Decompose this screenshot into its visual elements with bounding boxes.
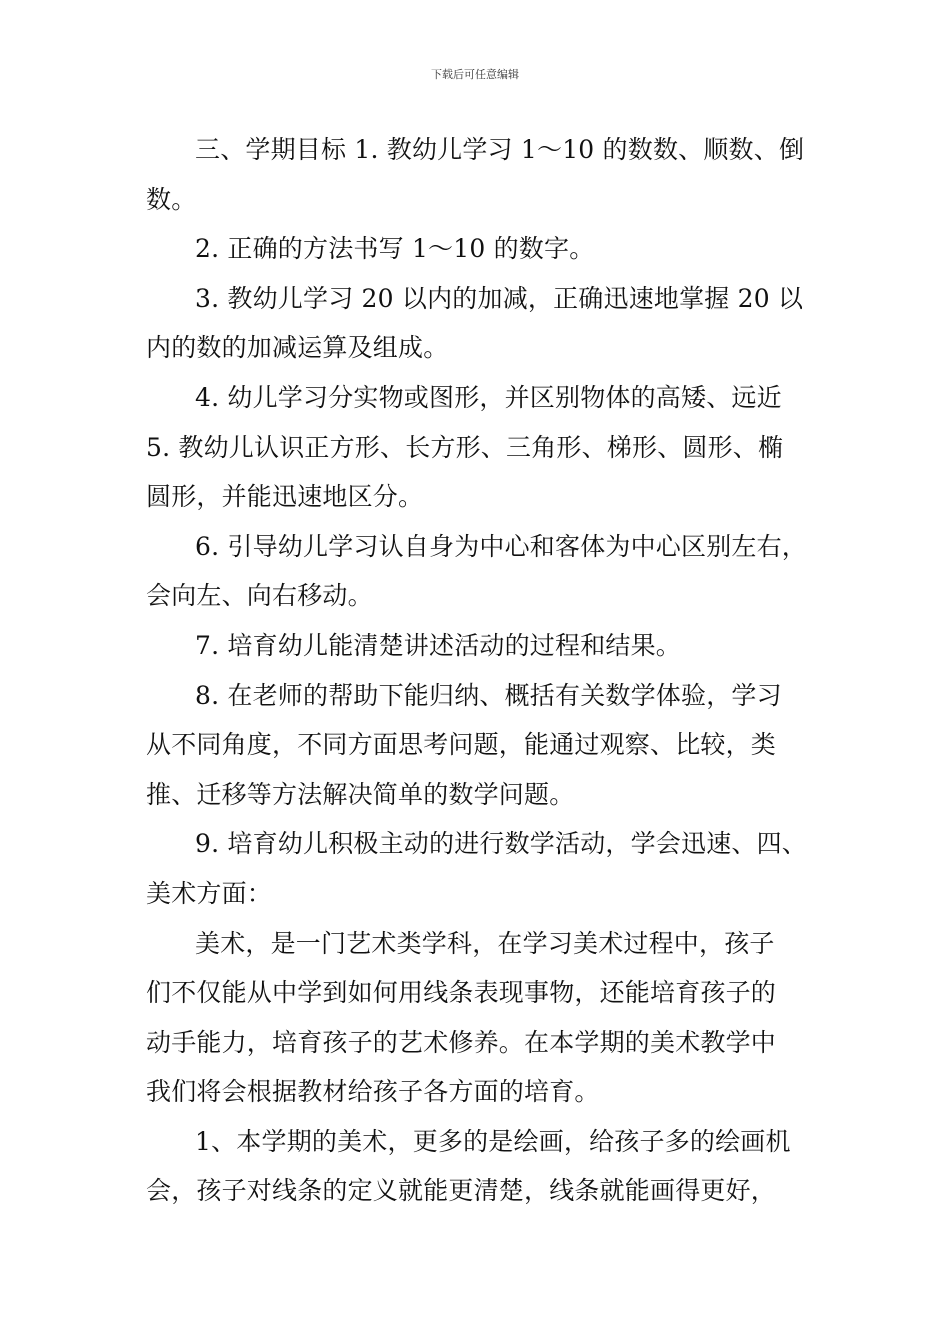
text-line: 美术方面： bbox=[146, 878, 273, 908]
text-line: 从不同角度，不同方面思考问题，能通过观察、比较，类 bbox=[146, 730, 777, 760]
text-line: 圆形，并能迅速地区分。 bbox=[146, 482, 424, 512]
text-line: 4. 幼儿学习分实物或图形，并区别物体的高矮、远近 bbox=[195, 382, 782, 412]
text-line: 1、本学期的美术，更多的是绘画，给孩子多的绘画机 bbox=[195, 1126, 791, 1156]
text-line: 6. 引导幼儿学习认自身为中心和客体为中心区别左右， bbox=[195, 531, 808, 561]
text-line: 会向左、向右移动。 bbox=[146, 581, 373, 611]
text-line: 3. 教幼儿学习 20 以内的加减，正确迅速地掌握 20 以 bbox=[195, 283, 804, 313]
text-line: 我们将会根据教材给孩子各方面的培育。 bbox=[146, 1077, 600, 1107]
text-line: 7. 培育幼儿能清楚讲述活动的过程和结果。 bbox=[195, 630, 682, 660]
text-line: 内的数的加减运算及组成。 bbox=[146, 333, 449, 363]
text-line: 9. 培育幼儿积极主动的进行数学活动，学会迅速、四、 bbox=[195, 829, 808, 859]
body-text bbox=[146, 125, 814, 1216]
page-header: 下载后可任意编辑 bbox=[431, 68, 519, 81]
text-line: 推、迁移等方法解决简单的数学问题。 bbox=[146, 779, 575, 809]
text-line: 2. 正确的方法书写 1～10 的数字。 bbox=[195, 234, 595, 264]
text-line: 5. 教幼儿认识正方形、长方形、三角形、梯形、圆形、椭 bbox=[146, 432, 784, 462]
text-line: 动手能力，培育孩子的艺术修养。在本学期的美术教学中 bbox=[146, 1027, 777, 1057]
text-line: 三、学期目标 1. 教幼儿学习 1～10 的数数、顺数、倒 bbox=[195, 135, 805, 164]
text-line: 数。 bbox=[146, 184, 197, 214]
text-line: 会，孩子对线条的定义就能更清楚，线条就能画得更好， bbox=[146, 1176, 777, 1206]
text-line: 美术，是一门艺术类学科，在学习美术过程中，孩子 bbox=[195, 928, 775, 958]
text-line: 们不仅能从中学到如何用线条表现事物，还能培育孩子的 bbox=[146, 978, 777, 1008]
text-line: 8. 在老师的帮助下能归纳、概括有关数学体验，学习 bbox=[195, 680, 782, 710]
